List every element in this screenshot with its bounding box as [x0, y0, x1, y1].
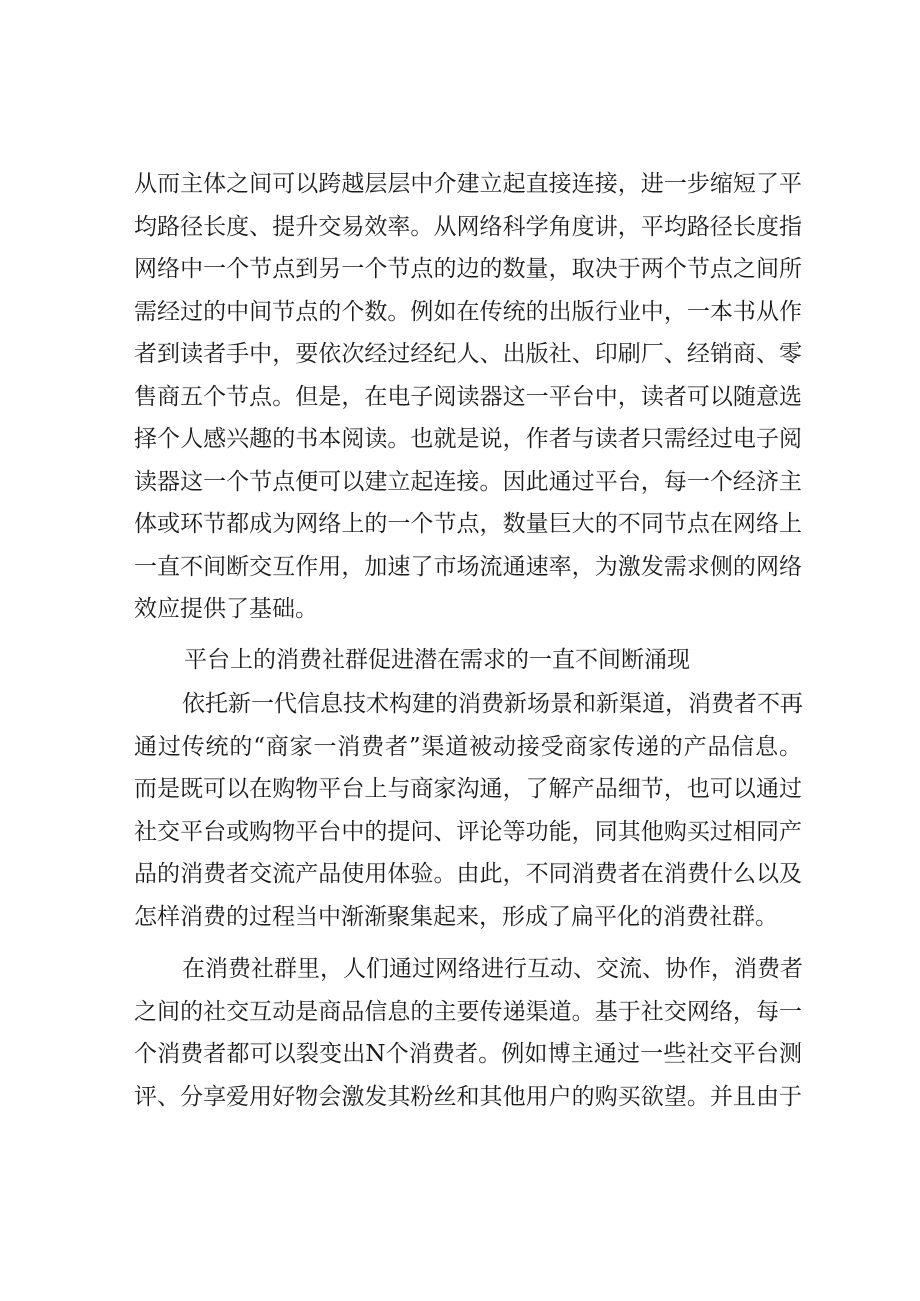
text-line: 品的消费者交流产品使用体验。由此，不同消费者在消费什么以及: [134, 861, 802, 887]
text-line: 择个人感兴趣的书本阅读。也就是说，作者与读者只需经过电子阅: [134, 426, 802, 452]
paragraph-consumer-community: [134, 683, 802, 938]
text-line: 网络中一个节点到另一个节点的边的数量，取决于两个节点之间所: [134, 256, 802, 282]
text-line: 者到读者手中，要依次经过经纪人、出版社、印刷厂、经销商、零: [134, 341, 802, 367]
text-line: 通过传统的“商家一消费者”渠道被动接受商家传递的产品信息。: [134, 733, 802, 760]
text-line: 之间的社交互动是商品信息的主要传递渠道。基于社交网络，每一: [134, 998, 802, 1025]
text-line: 需经过的中间节点的个数。例如在传统的出版行业中，一本书从作: [134, 298, 802, 325]
text-line: 效应提供了基础。: [134, 596, 318, 622]
text-line: 评、分享爱用好物会激发其粉丝和其他用户的购买欲望。并且由于: [134, 1083, 802, 1110]
text-line: 社交平台或购物平台中的提问、评论等功能，同其他购买过相同产: [134, 818, 802, 845]
text-line: 一直不间断交互作用，加速了市场流通速率，为激发需求侧的网络: [134, 553, 802, 580]
section-heading: [134, 639, 802, 681]
text-line: 售商五个节点。但是，在电子阅读器这一平台中，读者可以随意选: [134, 383, 802, 410]
text-line: 读器这一个节点便可以建立起连接。因此通过平台，每一个经济主: [134, 468, 802, 495]
paragraph-platform-network-effect: [134, 163, 802, 631]
text-line: 体或环节都成为网络上的一个节点，数量巨大的不同节点在网络上: [134, 511, 802, 537]
section-heading-text: 平台上的消费社群促进潜在需求的一直不间断涌现: [184, 647, 690, 673]
text-line: 依托新一代信息技术构建的消费新场景和新渠道，消费者不再: [182, 691, 803, 717]
paragraph-social-interaction: [134, 948, 802, 1118]
text-line: 而是既可以在购物平台上与商家沟通，了解产品细节，也可以通过: [134, 776, 802, 802]
text-line: 在消费社群里，人们通过网络进行互动、交流、协作，消费者: [182, 956, 803, 982]
text-line: 个消费者都可以裂变出N个消费者。例如博主通过一些社交平台测: [134, 1041, 802, 1067]
text-line: 均路径长度、提升交易效率。从网络科学角度讲，平均路径长度指: [134, 213, 802, 240]
text-line: 怎样消费的过程当中渐渐聚集起来，形成了扁平化的消费社群。: [134, 903, 778, 930]
text-line: 从而主体之间可以跨越层层中介建立起直接连接，进一步缩短了平: [134, 171, 802, 197]
